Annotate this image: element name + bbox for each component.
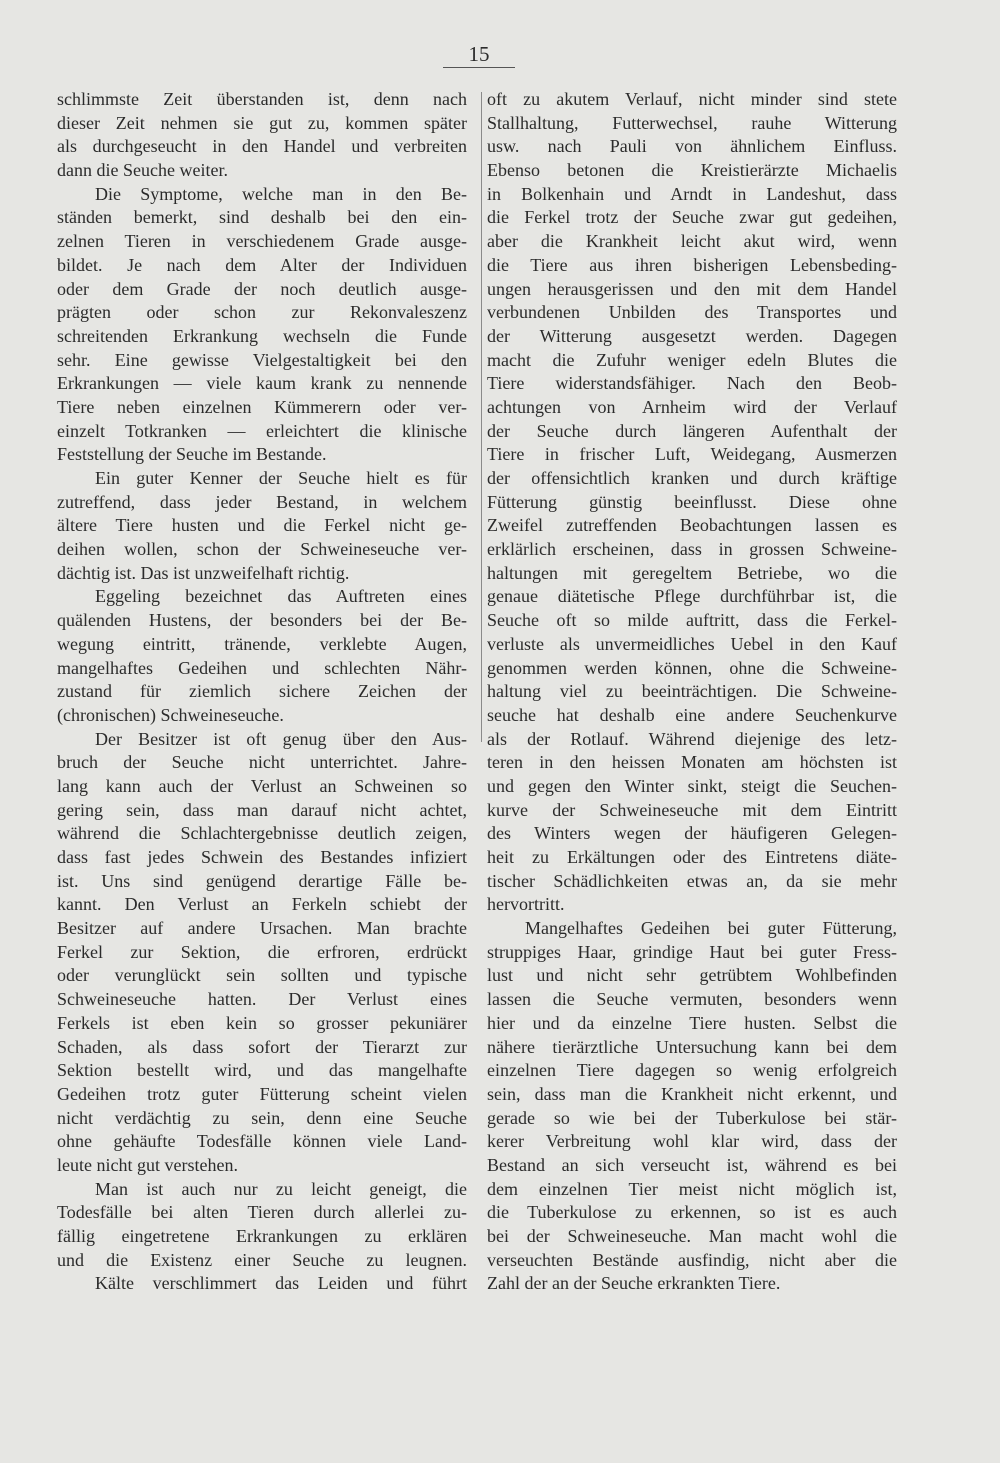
text-line: teren in den heissen Monaten am höchsten ist — [487, 752, 897, 773]
text-line: die Tuberkulose zu erkennen, so ist es auch — [487, 1202, 897, 1223]
text-line: genommen werden können, ohne die Schweine- — [487, 657, 897, 678]
text-line: Seuche oft so milde auftritt, dass die Ferkel- — [487, 610, 897, 631]
text-line: der offensichtlich kranken und durch kräftige — [487, 468, 897, 488]
text-line: dass fast jedes Schwein des Bestandes infiziert — [57, 847, 467, 867]
text-line: oder verunglückt sein sollten und typische — [57, 965, 467, 986]
text-line: ständen bemerkt, sind deshalb bei den ein- — [57, 207, 467, 228]
text-line: Zahl der an der Seuche erkrankten Tiere. — [487, 1273, 781, 1294]
text-line: dem einzelnen Tier meist nicht möglich ist, — [487, 1178, 897, 1199]
text-line: lust und nicht sehr getrübtem Wohlbefinden — [487, 965, 897, 986]
text-line: oft zu akutem Verlauf, nicht minder sind stete — [487, 89, 897, 109]
text-line: des Winters wegen der häufigeren Gelegen- — [487, 823, 897, 844]
text-line: dächtig ist. Das ist unzweifelhaft richtig. — [57, 562, 350, 583]
text-line: Eggeling bezeichnet das Auftreten eines — [95, 586, 467, 607]
text-line: Kälte verschlimmert das Leiden und führt — [95, 1273, 467, 1294]
text-line: Sektion bestellt wird, und das mangelhafte — [57, 1060, 467, 1081]
text-line: die Tiere aus ihren bisherigen Lebensbeding- — [487, 254, 897, 275]
text-line: Ferkel zur Sektion, die erfroren, erdrückt — [57, 941, 467, 962]
page-number: 15 — [468, 42, 490, 66]
text-line: als der Rotlauf. Während diejenige des letz- — [487, 728, 897, 749]
text-line: zutreffend, dass jeder Bestand, in welchem — [57, 491, 467, 512]
text-line: verseuchten Bestände ausfindig, nicht aber die — [487, 1249, 897, 1270]
text-line: gerade so wie bei der Tuberkulose bei stär- — [487, 1107, 897, 1128]
text-line: als durchgeseucht in den Handel und verbreiten — [57, 136, 467, 157]
text-line: Schaden, als dass sofort der Tierarzt zur — [57, 1036, 467, 1057]
text-line: Stallhaltung, Futterwechsel, rauhe Witterung — [487, 112, 897, 133]
text-line: lang kann auch der Verlust an Schweinen so — [57, 775, 467, 796]
text-line: mangelhaftes Gedeihen und schlechten Nähr- — [57, 657, 467, 678]
text-line: usw. nach Pauli von ähnlichem Einfluss. — [487, 136, 897, 157]
text-line: die Ferkel trotz der Seuche zwar gut gedeihen, — [487, 207, 897, 228]
text-line: sein, dass man die Krankheit nicht erkennt, und — [487, 1083, 897, 1104]
text-line: struppiges Haar, grindige Haut bei guter Fress- — [487, 941, 897, 962]
text-line: ältere Tiere husten und die Ferkel nicht ge- — [57, 515, 467, 536]
text-line: Ein guter Kenner der Seuche hielt es für — [95, 468, 467, 488]
text-line: hervortritt. — [487, 894, 565, 915]
text-line: Tiere in frischer Luft, Weidegang, Ausmerzen — [487, 444, 897, 465]
text-line: kerer Verbreitung wohl klar wird, dass der — [487, 1131, 897, 1152]
text-line: heit zu Erkältungen oder des Eintretens diäte- — [487, 847, 897, 867]
text-line: Tiere neben einzelnen Kümmerern oder ver- — [57, 396, 467, 417]
text-line: verluste als unvermeidliches Uebel in den Kauf — [487, 633, 897, 654]
text-line: verbundenen Unbilden des Transportes und — [487, 302, 897, 323]
text-line: Ferkels ist eben kein so grosser pekuniärer — [57, 1012, 467, 1033]
left-column — [57, 88, 467, 1296]
text-line: bildet. Je nach dem Alter der Individuen — [57, 254, 467, 275]
text-line: bruch der Seuche nicht unterrichtet. Jahre- — [57, 752, 467, 773]
column-divider — [481, 92, 482, 742]
text-line: Feststellung der Seuche im Bestande. — [57, 444, 327, 465]
text-line: Erkrankungen — viele kaum krank zu nennende — [57, 373, 467, 394]
text-line: genaue diätetische Pflege durchführbar ist, die — [487, 586, 897, 607]
text-line: wegung eintritt, tränende, verklebte Augen, — [57, 633, 467, 654]
text-line: und die Existenz einer Seuche zu leugnen. — [57, 1249, 467, 1270]
text-line: zelnen Tieren in verschiedenem Grade ausge- — [57, 231, 467, 252]
text-line: Zweifel zutreffenden Beobachtungen lassen es — [487, 515, 897, 536]
text-line: aber die Krankheit leicht akut wird, wenn — [487, 231, 897, 252]
text-line: kannt. Den Verlust an Ferkeln schiebt der — [57, 894, 467, 915]
text-line: ist. Uns sind genügend derartige Fälle be- — [57, 870, 467, 891]
text-line: macht die Zufuhr weniger edeln Blutes die — [487, 349, 897, 370]
text-line: der Witterung ausgesetzt werden. Dagegen — [487, 325, 897, 346]
text-line: einzelt Totkranken — erleichtert die klinische — [57, 420, 467, 441]
text-line: seuche hat deshalb eine andere Seuchenkurve — [487, 704, 897, 725]
text-line: prägten oder schon zur Rekonvaleszenz — [57, 302, 467, 323]
text-line: fällig eingetretene Erkrankungen zu erklären — [57, 1226, 467, 1246]
text-line: (chronischen) Schweineseuche. — [57, 704, 284, 725]
text-line: der Seuche durch längeren Aufenthalt der — [487, 420, 897, 441]
text-line: nicht verdächtig zu sein, denn eine Seuche — [57, 1107, 467, 1128]
text-line: und gegen den Winter sinkt, steigt die Seuchen- — [487, 775, 897, 796]
text-line: in Bolkenhain und Arndt in Landeshut, dass — [487, 183, 897, 204]
text-line: leute nicht gut verstehen. — [57, 1154, 238, 1175]
text-line: sehr. Eine gewisse Vielgestaltigkeit bei den — [57, 349, 467, 370]
text-line: ohne gehäufte Todesfälle können viele Land- — [57, 1131, 467, 1152]
text-line: haltungen mit geregeltem Betriebe, wo die — [487, 562, 897, 583]
text-line: dann die Seuche weiter. — [57, 160, 228, 181]
text-line: dieser Zeit nehmen sie gut zu, kommen später — [57, 112, 467, 133]
text-line: schreitenden Erkrankung wechseln die Funde — [57, 325, 467, 346]
text-line: tischer Schädlichkeiten etwas an, da sie mehr — [487, 870, 897, 891]
text-line: quälenden Hustens, der besonders bei der Be- — [57, 610, 467, 631]
text-line: zustand für ziemlich sichere Zeichen der — [57, 681, 467, 702]
text-line: nähere tierärztliche Untersuchung kann bei dem — [487, 1036, 897, 1057]
text-line: Die Symptome, welche man in den Be- — [95, 183, 467, 204]
text-line: erklärlich erscheinen, dass in grossen Schweine- — [487, 539, 897, 560]
text-line: Tiere widerstandsfähiger. Nach den Beob- — [487, 373, 897, 394]
text-line: während die Schlachtergebnisse deutlich zeigen, — [57, 823, 467, 844]
page-number-rule — [443, 67, 515, 68]
text-line: gering sein, dass man darauf nicht achtet, — [57, 799, 467, 820]
text-line: schlimmste Zeit überstanden ist, denn nach — [57, 89, 467, 109]
text-line: ungen herausgerissen und den mit dem Handel — [487, 278, 897, 299]
text-line: Mangelhaftes Gedeihen bei guter Fütterung, — [525, 918, 897, 939]
text-line: haltung viel zu beeinträchtigen. Die Schweine- — [487, 681, 897, 702]
text-line: Der Besitzer ist oft genug über den Aus- — [95, 728, 467, 749]
text-line: Bestand an sich verseucht ist, während es bei — [487, 1154, 897, 1175]
right-column — [487, 88, 897, 1296]
text-line: bei der Schweineseuche. Man macht wohl die — [487, 1226, 897, 1246]
text-line: Ebenso betonen die Kreistierärzte Michaelis — [487, 160, 897, 181]
text-line: kurve der Schweineseuche mit dem Eintritt — [487, 799, 897, 820]
text-line: Man ist auch nur zu leicht geneigt, die — [95, 1178, 467, 1199]
text-line: Schweineseuche hatten. Der Verlust eines — [57, 989, 467, 1010]
text-line: Besitzer auf andere Ursachen. Man brachte — [57, 918, 467, 939]
text-line: lassen die Seuche vermuten, besonders wenn — [487, 989, 897, 1010]
text-line: deihen wollen, schon der Schweineseuche ver- — [57, 539, 467, 560]
text-line: Gedeihen trotz guter Fütterung scheint vielen — [57, 1083, 467, 1104]
text-line: oder dem Grade der noch deutlich ausge- — [57, 278, 467, 299]
text-line: Todesfälle bei alten Tieren durch allerlei zu- — [57, 1202, 467, 1223]
text-line: hier und da einzelne Tiere husten. Selbst die — [487, 1012, 897, 1033]
text-line: Fütterung günstig beeinflusst. Diese ohne — [487, 491, 897, 512]
text-line: einzelnen Tiere dagegen so wenig erfolgreich — [487, 1060, 897, 1081]
text-line: achtungen von Arnheim wird der Verlauf — [487, 396, 897, 417]
